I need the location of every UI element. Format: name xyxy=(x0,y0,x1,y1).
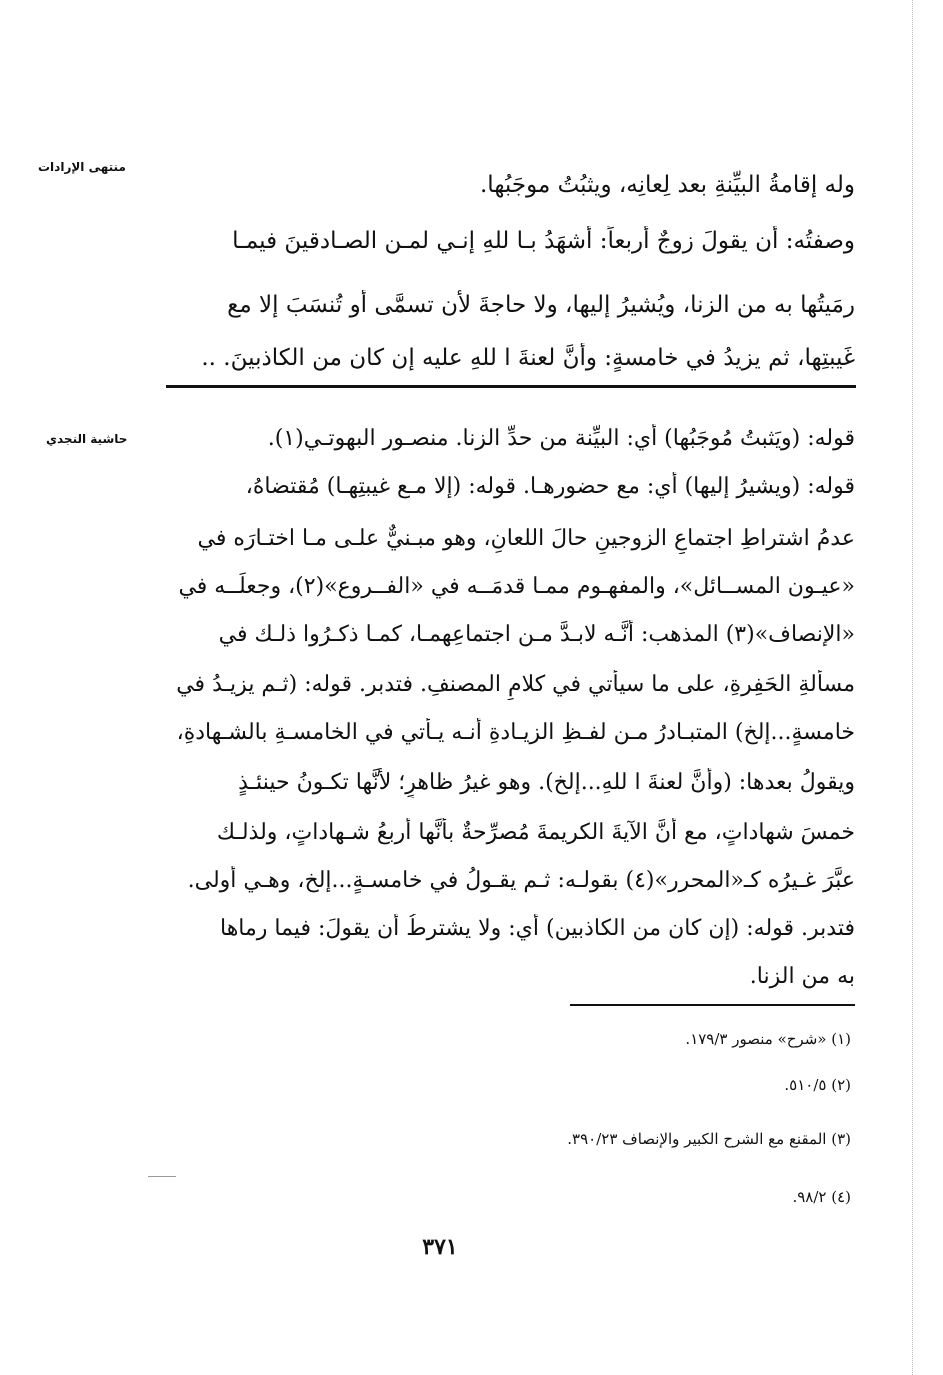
footnote-2: (٢) ٥١٠/٥. xyxy=(784,1076,851,1094)
commentary-line: «عيـون المســائل»، والمفهـوم ممـا قدمَــه في «الفــروع»(٢)، وجعلَــه في xyxy=(178,574,855,599)
commentary-line: عدمُ اشتراطِ اجتماعِ الزوجينِ حالَ اللعانِ، وهو مبـنيٌّ علـى مـا اختـارَه في xyxy=(197,526,855,551)
commentary-line: ويقولُ بعدها: (وأنَّ لعنةَ ا للهِ...إلخ). وهو غيرُ ظاهرٍ؛ لأنَّها تكـونُ حينئـذٍ xyxy=(238,770,855,795)
commentary-line: خمسَ شهاداتٍ، مع أنَّ الآيةَ الكريمةَ مُصرِّحةٌ بأنَّها أربعُ شـهاداتٍ، ولذلـك xyxy=(216,820,855,845)
main-text-line: غَيبتِها، ثم يزيدُ في خامسةٍ: وأنَّ لعنةَ ا للهِ عليه إن كان من الكاذبينَ. .. xyxy=(201,345,855,371)
main-text-line: وله إقامةُ البيِّنةِ بعد لِعانِه، ويثبُتُ موجَبُها. xyxy=(480,172,855,198)
commentary-line: «الإنصاف»(٣) المذهب: أنَّـه لابـدَّ مـن اجتماعِهمـا، كمـا ذكـرُوا ذلـك في xyxy=(218,622,855,647)
commentary-line: قوله: (ويشيرُ إليها) أي: مع حضورهـا. قوله: (إلا مـع غيبتِهـا) مُقتضاهُ، xyxy=(245,474,855,499)
side-label-main-text: منتهى الإرادات xyxy=(38,160,126,174)
commentary-line: به من الزنا. xyxy=(749,964,855,989)
commentary-line: قوله: (ويَثبتُ مُوجَبُها) أي: البيِّنة من حدِّ الزنا. منصـور البهوتـي(١). xyxy=(267,426,855,451)
footnote-4: (٤) ٩٨/٢. xyxy=(792,1188,851,1206)
commentary-line: عبَّرَ غـيرُه كـ«المحرر»(٤) بقولـه: ثـم يقـولُ في خامسـةٍ...إلخ، وهـي أَولى. xyxy=(187,868,855,893)
footnote-3: (٣) المقنع مع الشرح الكبير والإنصاف ٣٩٠/٢٣. xyxy=(567,1130,851,1148)
footnote-divider xyxy=(570,1004,855,1006)
scan-edge xyxy=(912,0,913,1375)
footnote-1: (١) «شرح» منصور ١٧٩/٣. xyxy=(685,1030,851,1048)
main-text-line: وصفتُه: أن يقولَ زوجٌ أربعاً: أشهَدُ بـا للهِ إنـي لمـن الصـادقينَ فيمـا xyxy=(232,228,855,254)
commentary-line: فتدبر. قوله: (إن كان من الكاذبين) أي: ولا يشترطُ أن يقولَ: فيما رماها xyxy=(219,916,855,941)
commentary-line: خامسةٍ...إلخ) المتبـادرُ مـن لفـظِ الزيـادةِ أنـه يـأتي في الخامسـةِ بالشـهادةِ، xyxy=(176,720,855,745)
commentary-line: مسألةِ الحَفِرةِ، على ما سيأتي في كلامِ المصنفِ. فتدبر. قوله: (ثـم يزيـدُ في xyxy=(176,672,855,697)
page-number: ٣٧١ xyxy=(422,1234,458,1260)
main-text-divider xyxy=(166,385,856,388)
side-label-commentary: حاشية النجدي xyxy=(46,432,128,446)
scan-speck xyxy=(148,1176,176,1177)
main-text-line: رمَيتُها به من الزنا، ويُشيرُ إليها، ولا حاجةَ لأن تسمَّى أو تُنسَبَ إلا مع xyxy=(227,292,855,318)
